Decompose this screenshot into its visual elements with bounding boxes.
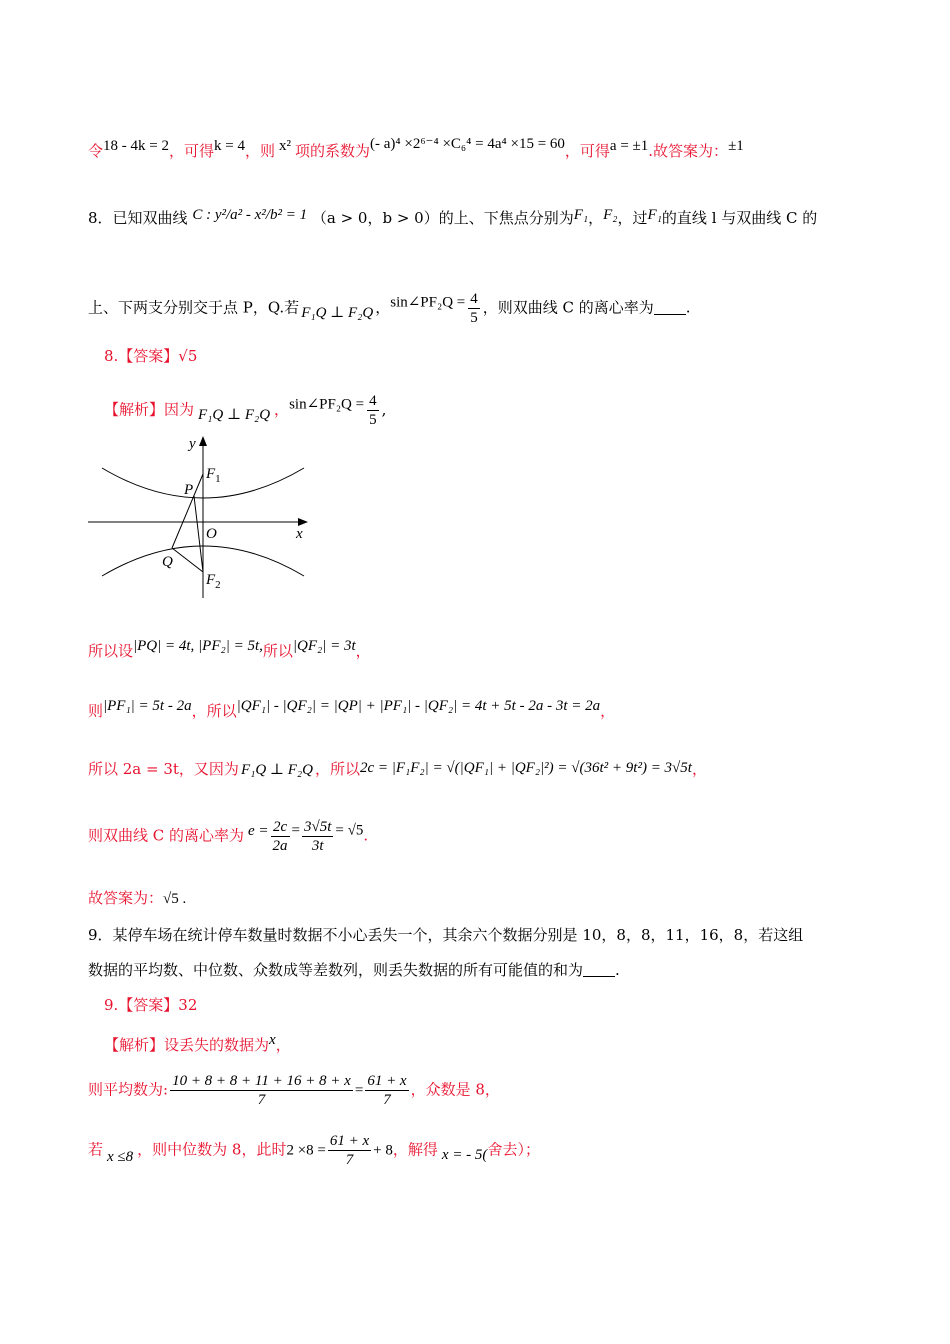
text: 则平均数为: [88,1080,169,1099]
text: 上、下两支分别交于点 P，Q.若 [88,298,300,317]
equation: |QF₁| - |QF₂| = |QP| + |PF₁| - |QF₂| = 4t + 5t - 2a - 3t = 2a [236,698,601,714]
denominator: 5 [369,412,377,428]
equation: 2c = |F₁F₂| = √(|QF₁| + |QF₂|²) = √(36t² + 9t²) = 3√5t [359,760,692,776]
text: ，可得 [564,142,610,160]
text: 8．已知双曲线 [88,209,188,227]
equation: ±1 [728,138,744,154]
text: . [363,826,369,845]
text: ，则 [244,142,275,160]
text: 【解析】设丢失的数据为 [104,1036,270,1054]
label-x: x [296,526,303,542]
equation: a = ±1 [609,138,649,154]
answer-blank [654,314,686,315]
q8-derivation-1 [88,636,371,661]
text: 舍去）； [487,1140,540,1159]
text: 故答案为： [88,889,164,907]
q9-answer: 9.【答案】32 [104,996,198,1014]
q8-derivation-4: 则双曲线 C 的离心率为 e = $\frac{2c}{2a}$ = $\frac{3√5t}{3t}$ = √5. [88,819,369,854]
numerator: 61 + x [329,1133,370,1149]
text: ， [691,760,707,778]
equation: |PF₁| = 5t - 2a [103,698,192,714]
text: 数据的平均数、中位数、众数成等差数列，则丢失数据的所有可能值的和为 [88,961,584,979]
numerator: 4 [369,393,377,409]
denominator: 3t [311,838,324,854]
label-F2 [205,572,221,591]
x-axis-arrow [298,518,308,526]
text: 所以 2a = 3t，又因为 [88,760,239,778]
q8-derivation-3 [88,758,707,780]
text: ，则双曲线 C 的离心率为 [482,298,654,317]
q9-stem-line2 [88,960,620,980]
numerator: 61 + x [367,1073,407,1089]
label-F2-letter: F [206,572,216,588]
q8-final-answer [88,888,186,909]
q8-stem-line2: 上、下两支分别交于点 P，Q.若 F₁Q ⊥ F₂Q ，sin∠PF₂Q = $\frac{4}{5}$ ，则双曲线 C 的离心率为 . [88,291,691,326]
q9-mean-line: 则平均数为: $\frac{10 + 8 + 8 + 11 + 16 + 8 + x}{7}$ = $\frac{61 + x}{7}$ ，众数是 8， [88,1073,500,1108]
equation: x ≤8 [107,1148,134,1165]
q8-answer: 8.【答案】√5 [104,347,198,365]
denominator: 7 [383,1092,391,1108]
line-P-F2 [194,496,203,572]
equation: 18 - 4k = 2 [103,138,169,154]
text: . [615,961,620,979]
q9-median-line [88,1132,540,1169]
label-F2-sub: 2 [215,579,221,591]
numerator: 2c [271,818,290,837]
equation: x² [278,138,291,154]
equation: √5 . [163,891,187,907]
equation: |PQ| = 4t, |PF₂| = 5t, [133,638,263,654]
equation: e = [248,822,269,839]
q9-stem-line1: 9．某停车场在统计停车数量时数据不小心丢失一个，其余六个数据分别是 10，8，8，11，16，8，若这组 [88,926,804,944]
text: 所以 [262,642,293,660]
text: 若 [88,1140,104,1159]
hyperbola-equation: C : y²/a² - x²/b² = 1 [192,207,308,223]
text: ，众数是 8， [410,1080,500,1099]
variable: x [269,1032,276,1048]
text: ，所以 [191,702,237,720]
equation: x = - 5( [441,1146,488,1163]
label-F1 [205,466,221,485]
equation: + 8 [373,1142,393,1159]
numerator: 4 [470,291,478,307]
y-axis-arrow [199,436,207,446]
equation: F₁Q ⊥ F₂Q [240,762,313,778]
symbol: F₂ [603,207,618,223]
hyperbola-figure [86,432,318,604]
text: ， [275,1036,291,1054]
q8-derivation-2 [88,696,615,721]
label-y: y [189,436,196,452]
equation: sin∠PF₂Q = [390,294,466,311]
equation: F₁Q ⊥ F₂Q [198,406,271,423]
denominator: 7 [345,1152,354,1168]
equation: F₁Q ⊥ F₂Q [301,304,374,321]
label-O: O [206,526,217,542]
q9-analysis [104,1030,291,1055]
equation: = √5 [335,822,364,839]
text: ，解得 [392,1140,438,1159]
denominator: 5 [470,310,478,326]
text: 【解析】因为 [104,400,195,419]
denominator: 2a [272,838,288,854]
label-P: P [184,482,194,498]
q8-stem-line1: 8．已知双曲线 C : y²/a² - x²/b² = 1 （a > 0，b > 0）的上、下焦点分别为F₁，F₂，过F₁的直线 l 与双曲线 C 的 [88,207,818,227]
equation: |QF₂| = 3t [292,638,356,654]
label-F1-sub: 1 [215,473,221,485]
numerator: 3√5t [304,819,332,835]
text: . [685,298,691,317]
answer-blank [583,976,615,977]
text: ，可得 [168,142,214,160]
q8-analysis-line: 【解析】因为 F₁Q ⊥ F₂Q ，sin∠PF₂Q = $\frac{4}{5}$ , [104,393,387,428]
text: ， [355,642,371,660]
denominator: 7 [257,1092,266,1108]
text: ，所以 [314,760,360,778]
text: .故答案为： [648,142,729,160]
label-Q: Q [162,554,173,570]
equation: 2 ×8 = [286,1142,326,1159]
text: 令 [88,142,104,160]
label-F1-letter: F [206,466,216,482]
equation: sin∠PF₂Q = [289,396,365,413]
numerator: 10 + 8 + 8 + 11 + 16 + 8 + x [172,1073,351,1089]
text: 则双曲线 C 的离心率为 [88,826,245,845]
equation: (- a)⁴ ×2⁶⁻⁴ ×C₆⁴ = 4a⁴ ×15 = 60 [370,136,565,152]
q7-solution-line [88,134,744,161]
text: ，过 [617,209,648,227]
text: ，则中位数为 8，此时 [137,1140,287,1159]
symbol: F₁ [573,207,589,223]
symbol: F₁ [647,207,662,223]
text: 则 [88,702,104,720]
line-Q-F2 [172,548,203,572]
text: 所以设 [88,642,134,660]
equation: k = 4 [214,138,245,154]
text: （a > 0，b > 0）的上、下焦点分别为 [311,209,574,227]
text: ， [600,702,616,720]
text: 项的系数为 [294,142,370,160]
text: 的直线 l 与双曲线 C 的 [661,209,818,227]
